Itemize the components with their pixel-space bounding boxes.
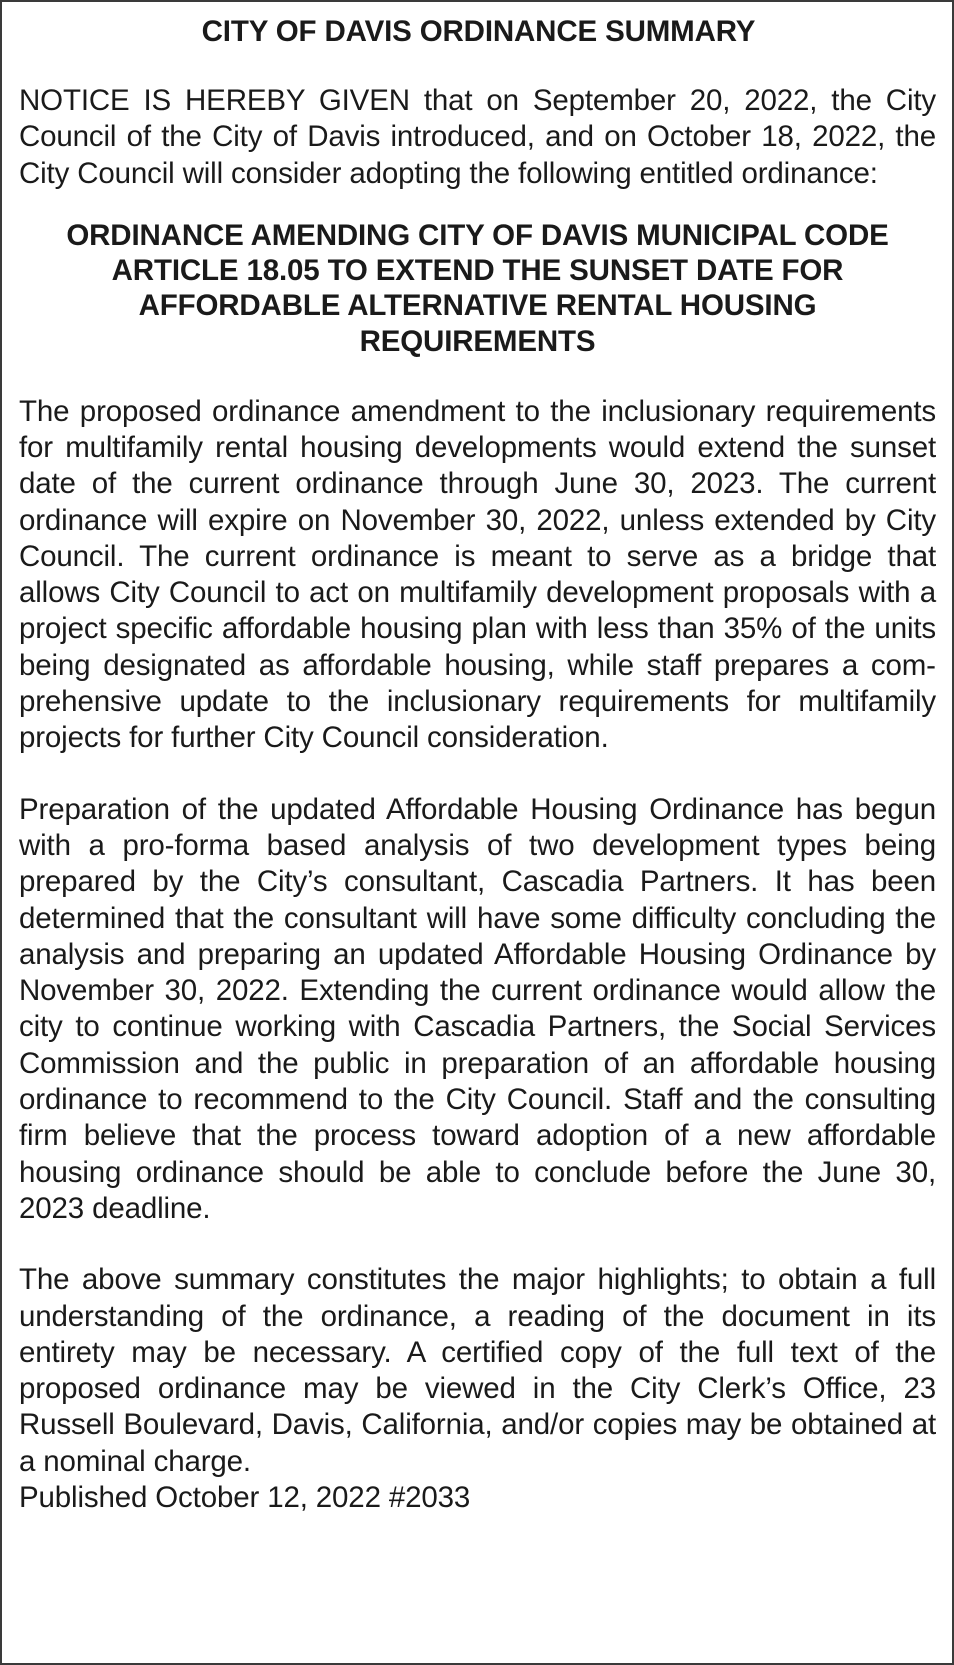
summary-paragraph-2: Preparation of the updated Affordable Housing Ordinance has begun with a pro-forma based analysis of two development types being prepared by the City’s consultant, Cascadia Partners. It has been determined that the consultant will have some difficulty concluding the analysis and preparing an updated Affordable Housing Ordinance by November 30, 2022. Extending the current ordinance would allow the city to continue working with Cascadia Partners, the Social Services Commission and the public in preparation of an affordable housing ordinance to recommend to the City Council. Staff and the consulting firm believe that the process toward adoption of a new affordable housing ordinance should be able to conclude before the June 30, 2023 deadline. [19,792,936,1225]
notice-intro-paragraph: NOTICE IS HEREBY GIVEN that on September 20, 2022, the City Council of the City of Davis introduced, and on October 18, 2022, the City Council will consider adopting the following entitled ordinance: [19,84,936,190]
publication-line: Published October 12, 2022 #2033 [19,1481,471,1515]
notice-heading: CITY OF DAVIS ORDINANCE SUMMARY [201,15,756,48]
summary-paragraph-3: The above summary constitutes the major highlights; to obtain a full understanding of the ordinance, a reading of the document in its entirety may be necessary. A certified copy of the full text of the proposed ordinance may be viewed in the City Clerk’s Office, 23 Russell Boulevard, Davis, California, and/or copies may be obtained at a nominal charge. [19,1263,936,1478]
ordinance-title: ORDINANCE AMENDING CITY OF DAVIS MUNICIPAL CODE ARTICLE 18.05 TO EXTEND THE SUNSET DATE FOR AFFORDABLE ALTERNATIVE RENTAL HOUSING REQUIREMENTS [66,218,889,358]
summary-paragraph-1: The proposed ordinance amendment to the inclusionary requirements for multifamily rental housing developments would extend the sunset date of the current ordinance through June 30, 2023. The current ordinance will expire on November 30, 2022, unless extended by City Council. The current ordinance is meant to serve as a bridge that allows City Council to act on multifamily development proposals with a project specific affordable housing plan with less than 35% of the units being designated as affordable housing, while staff prepares a comprehensive update to the inclusionary requirements for multifamily projects for further City Council consideration. [19,394,936,755]
